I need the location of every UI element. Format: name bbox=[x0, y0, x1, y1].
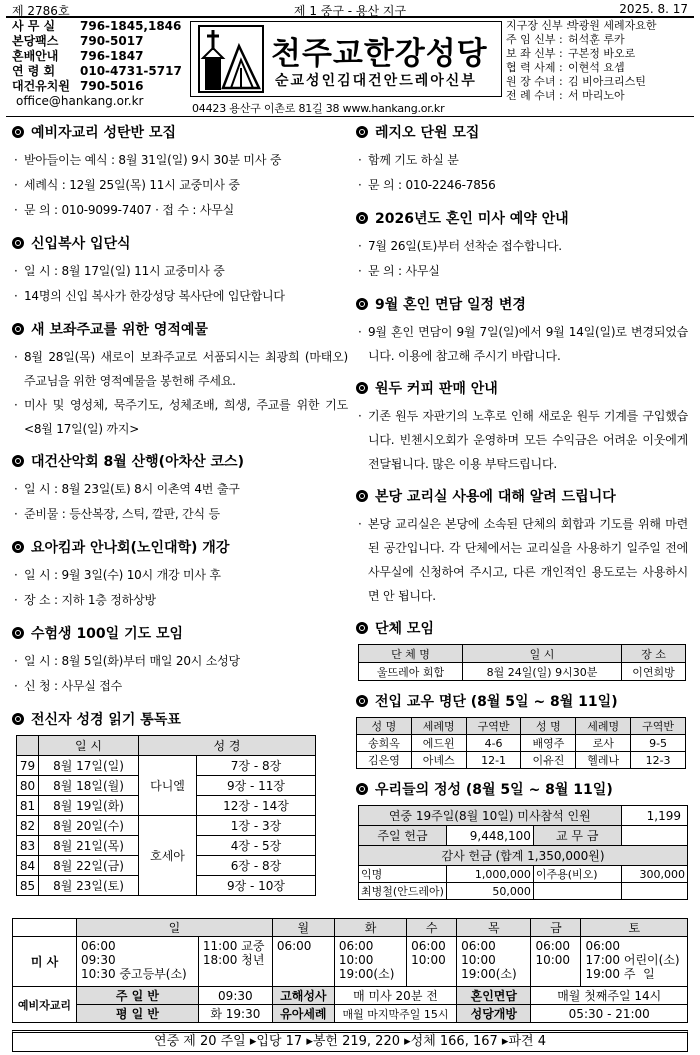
table-row: 85 8월 23일(토) 9장 - 10장 bbox=[17, 876, 316, 896]
notice-item: · 신 청 : 사무실 접수 bbox=[12, 674, 348, 699]
contact-row: 혼배안내 796-1847 bbox=[12, 49, 144, 63]
table-header: 일 월 화 수 목 금 토 bbox=[13, 919, 688, 937]
notice-wedding-booking bbox=[356, 208, 688, 284]
offering-table bbox=[358, 805, 688, 900]
issue-bar bbox=[6, 2, 694, 18]
table-row: 연중 19주일(8월 10일) 미사참석 인원 1,199 bbox=[359, 806, 688, 826]
church-building-icon bbox=[197, 24, 265, 94]
clergy-row: 원 장 수녀 : 김 비아크리스틴 bbox=[506, 75, 646, 88]
table-row: 익명 1,000,000 이주용(비오) 300,000 bbox=[359, 866, 688, 883]
bible-reading-table bbox=[16, 735, 316, 896]
region-label: 제 1 중구 - 용산 지구 bbox=[293, 4, 407, 18]
table-row: 예비자교리 주 일 반 09:30 고해성사 매 미사 20분 전 혼인면담 매월 첫째주일 14시 bbox=[13, 987, 688, 1005]
new-parishioners-section bbox=[356, 691, 688, 769]
patron-saint: 순교성인김대건안드레아신부 bbox=[275, 73, 477, 89]
table-row: 82 8월 20일(수) 호세아 1장 - 3장 bbox=[17, 816, 316, 836]
email-link[interactable]: office@hankang.or.kr bbox=[16, 94, 144, 108]
table-header: 성 명 세례명 구역반 성 명 세례명 구역반 bbox=[357, 718, 686, 735]
section-title: 9월 혼인 면담 일정 변경 bbox=[356, 294, 688, 314]
notice-item: · 문 의 : 010-2246-7856 bbox=[356, 173, 688, 198]
masthead bbox=[6, 19, 694, 117]
section-title: 전신자 성경 읽기 통독표 bbox=[12, 709, 348, 729]
left-column bbox=[12, 122, 348, 906]
notice-item: · 세례식 : 12월 25일(목) 11시 교중미사 중 bbox=[12, 173, 348, 198]
notice-item: · 일 시 : 8월 17일(일) 11시 교중미사 중 bbox=[12, 259, 348, 284]
clergy-row: 지구장 신부 : 박광원 세례자요한 bbox=[506, 19, 657, 32]
table-row: 감사 헌금 (합계 1,350,000원) bbox=[359, 846, 688, 866]
section-title: 본당 교리실 사용에 대해 알려 드립니다 bbox=[356, 486, 688, 506]
liturgy-hymns-footer: 연중 제 20 주일 ▸입당 17 ▸봉헌 219, 220 ▸성체 166, 167 ▸파견 4 bbox=[12, 1030, 688, 1052]
notice-wedding-interview bbox=[356, 294, 688, 368]
table-row: 83 8월 21일(목) 4장 - 5장 bbox=[17, 836, 316, 856]
ring-bullet-icon bbox=[356, 298, 368, 310]
ring-bullet-icon bbox=[356, 382, 368, 394]
notice-item: · 일 시 : 8월 5일(화)부터 매일 20시 소성당 bbox=[12, 649, 348, 674]
ring-bullet-icon bbox=[356, 212, 368, 224]
ring-bullet-icon bbox=[356, 695, 368, 707]
clergy-row: 협 력 사제 : 이현석 요셉 bbox=[506, 61, 625, 74]
table-header: 일 시 성 경 bbox=[17, 736, 316, 756]
table-row: 최병철(안드레아) 50,000 bbox=[359, 883, 688, 900]
section-title: 새 보좌주교를 위한 영적예물 bbox=[12, 319, 348, 339]
section-title: 원두 커피 판매 안내 bbox=[356, 378, 688, 398]
notice-item: · 장 소 : 지하 1층 정하상방 bbox=[12, 588, 348, 613]
table-row: 84 8월 22일(금) 6장 - 8장 bbox=[17, 856, 316, 876]
section-title: 예비자교리 성탄반 모집 bbox=[12, 122, 348, 142]
notice-hiking-club bbox=[12, 451, 348, 527]
table-row: 80 8월 18일(월) 9장 - 11장 bbox=[17, 776, 316, 796]
section-title: 수험생 100일 기도 모임 bbox=[12, 623, 348, 643]
notice-item: · 8월 28일(목) 새로이 보좌주교로 서품되시는 최광희 (마태오) 주교님을 위한 영적예물을 봉헌해 주세요. bbox=[12, 345, 348, 393]
section-title: 레지오 단원 모집 bbox=[356, 122, 688, 142]
section-title: 신입복사 입단식 bbox=[12, 233, 348, 253]
notice-item: · 9월 혼인 면담이 9월 7일(일)에서 9월 14일(일)로 변경되었습니다. 이용에 참고해 주시기 바랍니다. bbox=[356, 320, 688, 368]
clergy-row: 주 임 신부 : 허석훈 루카 bbox=[506, 33, 625, 46]
new-parishioners-table bbox=[356, 717, 686, 769]
notice-item: · 7월 26일(토)부터 선착순 접수합니다. bbox=[356, 234, 688, 259]
table-row: 평 일 반 화 19:30 유아세례 매월 마지막주일 15시 성당개방 05:30 - 21:00 bbox=[13, 1005, 688, 1023]
contact-row: 본당팩스 790-5017 bbox=[12, 34, 144, 48]
notice-item: · 기존 원두 자판기의 노후로 인해 새로운 원두 기계를 구입했습니다. 빈첸시오회가 운영하며 모든 수익금은 어려운 이웃에게 전달됩니다. 많은 이용 부탁드립니다. bbox=[356, 404, 688, 476]
notice-item: · 본당 교리실은 본당에 소속된 단체의 회합과 기도를 위해 마련된 공간입니다. 각 단체에서는 교리실을 사용하기 일주일 전에 사무실에 신청하여 주시고, 다른 개인적인 용도로는 사용하시면 안 됩니다. bbox=[356, 512, 688, 608]
notice-item: · 문 의 : 010-9099-7407 · 접 수 : 사무실 bbox=[12, 198, 348, 223]
notice-item: · 일 시 : 9월 3일(수) 10시 개강 미사 후 bbox=[12, 563, 348, 588]
group-meeting-section bbox=[356, 618, 688, 681]
issue-number: 제 2786호 bbox=[12, 4, 70, 18]
notice-classroom bbox=[356, 486, 688, 608]
right-column bbox=[356, 122, 688, 910]
ring-bullet-icon bbox=[356, 783, 368, 795]
table-row: 김은영 아녜스 12-1 이유진 헬레나 12-3 bbox=[357, 752, 686, 769]
notice-item: · 준비물 : 등산복장, 스틱, 깔판, 간식 등 bbox=[12, 502, 348, 527]
ring-bullet-icon bbox=[356, 490, 368, 502]
notice-item: · 받아들이는 예식 : 8월 31일(일) 9시 30분 미사 중 bbox=[12, 148, 348, 173]
section-title: 단체 모임 bbox=[356, 618, 688, 638]
contact-row: 사 무 실 796-1845,1846 bbox=[12, 19, 182, 33]
bible-reading-section bbox=[12, 709, 348, 896]
issue-date: 2025. 8. 17 bbox=[619, 2, 688, 16]
contact-row: 연 령 회 010-4731-5717 bbox=[12, 64, 182, 78]
notice-altar-servers bbox=[12, 233, 348, 309]
ring-bullet-icon bbox=[356, 126, 368, 138]
notice-item: · 14명의 신입 복사가 한강성당 복사단에 입단합니다 bbox=[12, 284, 348, 309]
notice-item: · 미사 및 영성체, 묵주기도, 성체조배, 희생, 주교를 위한 기도 <8월 17일(일) 까지> bbox=[12, 393, 348, 441]
section-title: 전입 교우 명단 (8월 5일 ~ 8월 11일) bbox=[356, 691, 688, 711]
church-name: 천주교한강성당 bbox=[271, 36, 488, 72]
section-title: 대건산악회 8월 산행(아차산 코스) bbox=[12, 451, 348, 471]
section-title: 요아킴과 안나회(노인대학) 개강 bbox=[12, 537, 348, 557]
notice-senior-college bbox=[12, 537, 348, 613]
mass-schedule-table bbox=[12, 918, 688, 1023]
notice-catechumen bbox=[12, 122, 348, 223]
notice-item: · 함께 기도 하실 분 bbox=[356, 148, 688, 173]
ring-bullet-icon bbox=[12, 541, 24, 553]
notice-coffee bbox=[356, 378, 688, 476]
notice-legio bbox=[356, 122, 688, 198]
contact-list bbox=[12, 19, 197, 109]
section-title: 2026년도 혼인 미사 예약 안내 bbox=[356, 208, 688, 228]
ring-bullet-icon bbox=[12, 323, 24, 335]
table-row: 81 8월 19일(화) 12장 - 14장 bbox=[17, 796, 316, 816]
ring-bullet-icon bbox=[12, 713, 24, 725]
table-row: 송희옥 에드윈 4-6 배영주 로사 9-5 bbox=[357, 735, 686, 752]
clergy-list bbox=[506, 19, 694, 103]
ring-bullet-icon bbox=[12, 455, 24, 467]
table-row: 주일 헌금 9,448,100 교 무 금 bbox=[359, 826, 688, 846]
group-meeting-table bbox=[358, 644, 686, 681]
offering-section bbox=[356, 779, 688, 900]
notice-exam-prayer bbox=[12, 623, 348, 699]
clergy-row: 전 례 수녀 : 서 마리노아 bbox=[506, 89, 625, 102]
ring-bullet-icon bbox=[12, 126, 24, 138]
ring-bullet-icon bbox=[12, 627, 24, 639]
table-row: 79 8월 17일(일) 다니엘 7장 - 8장 bbox=[17, 756, 316, 776]
contact-row: 대건유치원 790-5016 bbox=[12, 79, 144, 93]
table-row: 울뜨레아 회합 8월 24일(일) 9시30분 이연희방 bbox=[359, 663, 686, 681]
ring-bullet-icon bbox=[12, 237, 24, 249]
table-header: 단 체 명 일 시 장 소 bbox=[359, 645, 686, 663]
notice-item: · 일 시 : 8월 23일(토) 8시 이촌역 4번 출구 bbox=[12, 477, 348, 502]
section-title: 우리들의 정성 (8월 5일 ~ 8월 11일) bbox=[356, 779, 688, 799]
clergy-row: 보 좌 신부 : 구본정 바오로 bbox=[506, 47, 636, 60]
mass-times-row: 미 사 06:00 09:30 10:30 중고등부(소) 11:00 교중 18:00 청년 06:00 06:00 10:00 19:00(소) 06:00 10:00 06:00 10:00 19:00(소) 06:00 10:00 06:00 17:00 어린이(소) 19:00 주 일 bbox=[13, 937, 688, 987]
notice-item: · 문 의 : 사무실 bbox=[356, 259, 688, 284]
church-address: 04423 용산구 이촌로 81길 38 www.hankang.or.kr bbox=[192, 102, 445, 115]
church-logo-box bbox=[190, 21, 502, 97]
notice-spiritual-bouquet bbox=[12, 319, 348, 441]
ring-bullet-icon bbox=[356, 622, 368, 634]
